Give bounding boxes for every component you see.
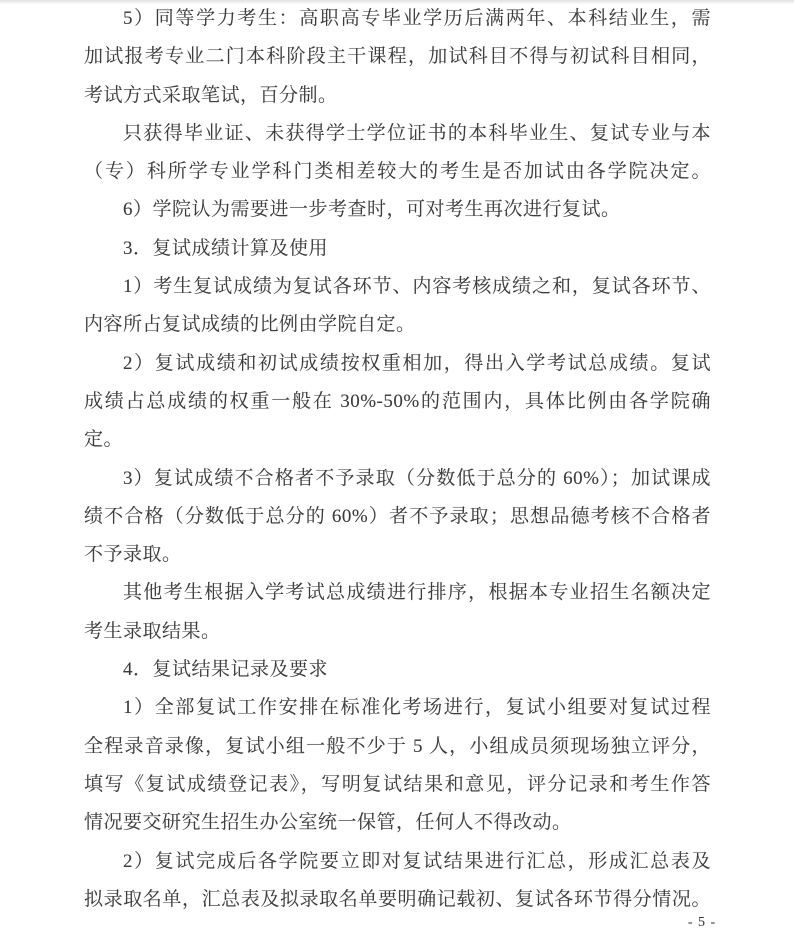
text-line: 5）同等学力考生：高职高专毕业学历后满两年、本科结业生，需 <box>123 8 711 29</box>
text-line: 成绩占总成绩的权重一般在 30%-50%的范围内，具体比例由各学院确 <box>84 390 711 412</box>
text-line: 拟录取名单，汇总表及拟录取名单要明确记载初、复试各环节得分情况。 <box>84 888 711 910</box>
text-line: 3）复试成绩不合格者不予录取（分数低于总分的 60%）；加试课成 <box>123 467 711 489</box>
section-heading: 4．复试结果记录及要求 <box>123 659 329 681</box>
text-line: 定。 <box>84 429 124 451</box>
document-body <box>84 0 711 919</box>
text-line: 考试方式采取笔试，百分制。 <box>84 84 338 106</box>
text-line: 其他考生根据入学考试总成绩进行排序，根据本专业招生名额决定 <box>123 582 711 604</box>
text-line: 考生录取结果。 <box>84 620 221 642</box>
text-line: 6）学院认为需要进一步考查时，可对考生再次进行复试。 <box>123 199 621 221</box>
text-line: 只获得毕业证、未获得学士学位证书的本科毕业生、复试专业与本 <box>123 122 711 144</box>
page-number: - 5 - <box>687 915 717 930</box>
text-line: 加试报考专业二门本科阶段主干课程，加试科目不得与初试科目相同， <box>84 46 711 68</box>
text-line: 1）全部复试工作安排在标准化考场进行，复试小组要对复试过程 <box>123 697 711 719</box>
text-line: （专）科所学专业学科门类相差较大的考生是否加试由各学院决定。 <box>84 161 711 183</box>
section-heading: 3．复试成绩计算及使用 <box>123 237 329 259</box>
text-line: 2）复试成绩和初试成绩按权重相加，得出入学考试总成绩。复试 <box>123 352 711 374</box>
text-line: 2）复试完成后各学院要立即对复试结果进行汇总，形成汇总表及 <box>123 850 711 872</box>
text-line: 全程录音录像，复试小组一般不少于 5 人，小组成员须现场独立评分， <box>84 735 711 757</box>
text-line: 不予录取。 <box>84 544 182 566</box>
text-line: 绩不合格（分数低于总分的 60%）者不予录取；思想品德考核不合格者 <box>84 505 711 527</box>
text-line: 情况要交研究生招生办公室统一保管，任何人不得改动。 <box>84 812 572 834</box>
text-line: 填写《复试成绩登记表》，写明复试结果和意见，评分记录和考生作答 <box>84 773 711 795</box>
text-line: 内容所占复试成绩的比例由学院自定。 <box>84 314 416 336</box>
text-line: 1）考生复试成绩为复试各环节、内容考核成绩之和，复试各环节、 <box>123 276 711 298</box>
